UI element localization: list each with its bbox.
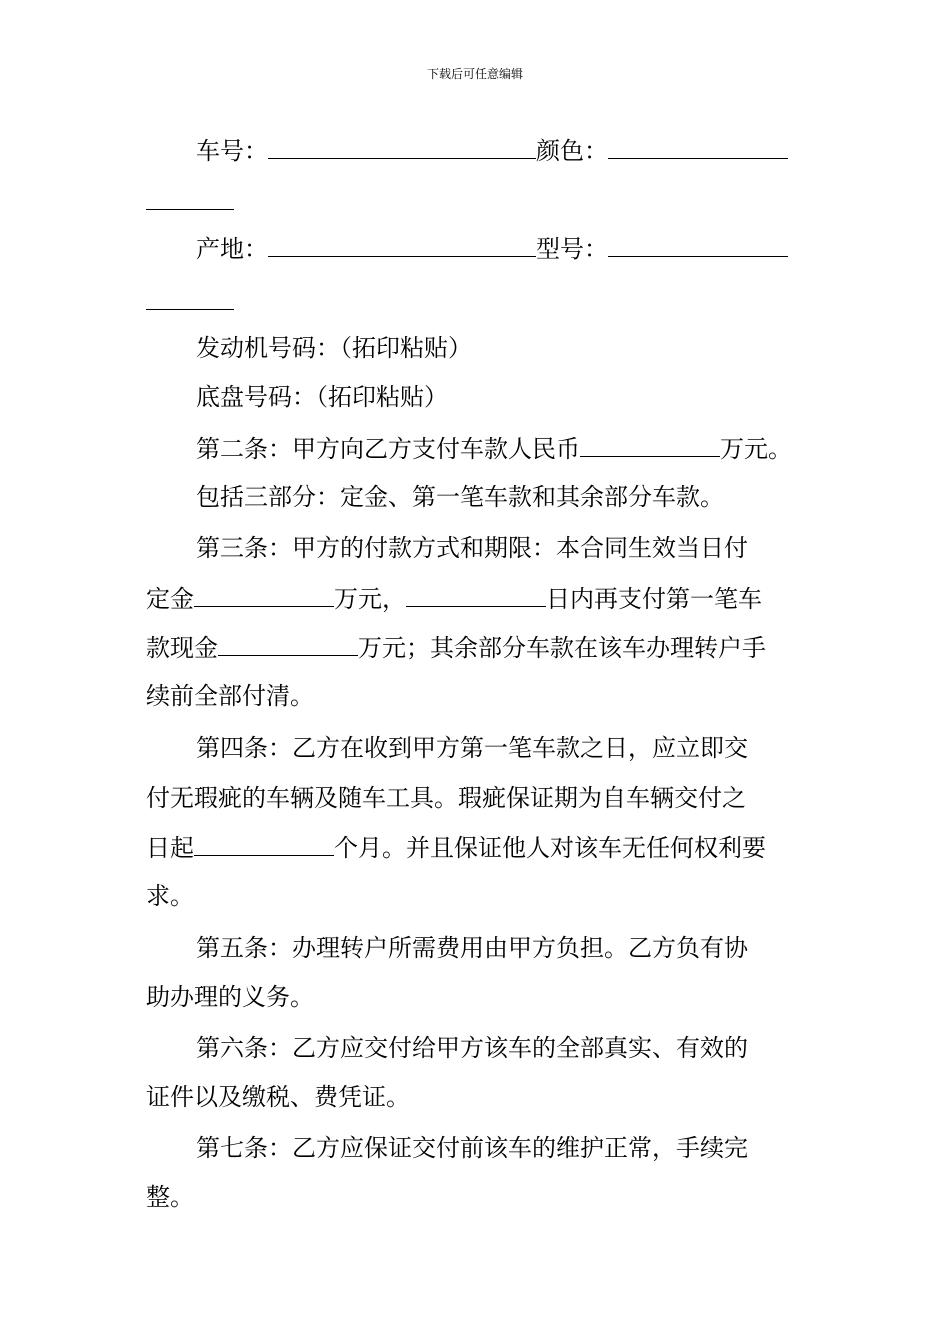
deposit-label: 定金	[146, 585, 194, 613]
article6-line1: 第六条：乙方应交付给甲方该车的全部真实、有效的	[196, 1034, 748, 1062]
cash-unit-text: 万元；其余部分车款在该车办理转户手	[358, 634, 766, 662]
model-blank-continuation	[146, 309, 234, 310]
color-label: 颜色：	[536, 137, 608, 165]
origin-model-line	[196, 230, 810, 266]
warranty-label: 日起	[146, 834, 194, 862]
article7-line1: 第七条：乙方应保证交付前该车的维护正常，手续完	[196, 1134, 748, 1162]
deposit-blank	[194, 580, 334, 607]
article4-line3	[146, 829, 810, 865]
first-payment-text: 日内再支付第一笔车	[546, 585, 762, 613]
article7-line2: 整。	[146, 1183, 194, 1211]
article3-line1: 第三条：甲方的付款方式和期限：本合同生效当日付	[196, 534, 748, 562]
color-blank-continuation	[146, 209, 234, 210]
color-blank	[608, 132, 788, 159]
origin-blank	[268, 230, 536, 257]
model-blank	[608, 230, 788, 257]
article4-line1: 第四条：乙方在收到甲方第一笔车款之日，应立即交	[196, 734, 748, 762]
model-label: 型号：	[536, 235, 608, 263]
article2-line2: 包括三部分：定金、第一笔车款和其余部分车款。	[196, 483, 724, 511]
plate-label: 车号：	[196, 137, 268, 165]
article3-line2	[146, 580, 810, 616]
origin-label: 产地：	[196, 235, 268, 263]
article5-line2: 助办理的义务。	[146, 983, 314, 1011]
article3-line3	[146, 629, 810, 665]
warranty-months-blank	[194, 829, 334, 856]
deposit-unit: 万元，	[334, 585, 406, 613]
article2-line1	[196, 430, 810, 466]
page-header: 下载后可任意编辑	[426, 67, 523, 81]
article6-line2: 证件以及缴税、费凭证。	[146, 1083, 410, 1111]
article4-line4: 求。	[146, 882, 194, 910]
engine-number-line: 发动机号码：（拓印粘贴）	[196, 334, 472, 362]
days-blank	[406, 580, 546, 607]
warranty-text: 个月。并且保证他人对该车无任何权利要	[334, 834, 766, 862]
article2-unit: 万元。	[720, 435, 792, 463]
article5-line1: 第五条：办理转户所需费用由甲方负担。乙方负有协	[196, 934, 748, 962]
article3-line4: 续前全部付清。	[146, 682, 314, 710]
payment-amount-blank	[580, 430, 720, 457]
cash-blank	[218, 629, 358, 656]
article2-text: 第二条：甲方向乙方支付车款人民币	[196, 435, 580, 463]
article4-line2: 付无瑕疵的车辆及随车工具。瑕疵保证期为自车辆交付之	[146, 784, 746, 812]
plate-blank	[268, 132, 536, 159]
plate-color-line	[196, 132, 810, 168]
chassis-number-line: 底盘号码：（拓印粘贴）	[196, 383, 448, 411]
cash-label: 款现金	[146, 634, 218, 662]
